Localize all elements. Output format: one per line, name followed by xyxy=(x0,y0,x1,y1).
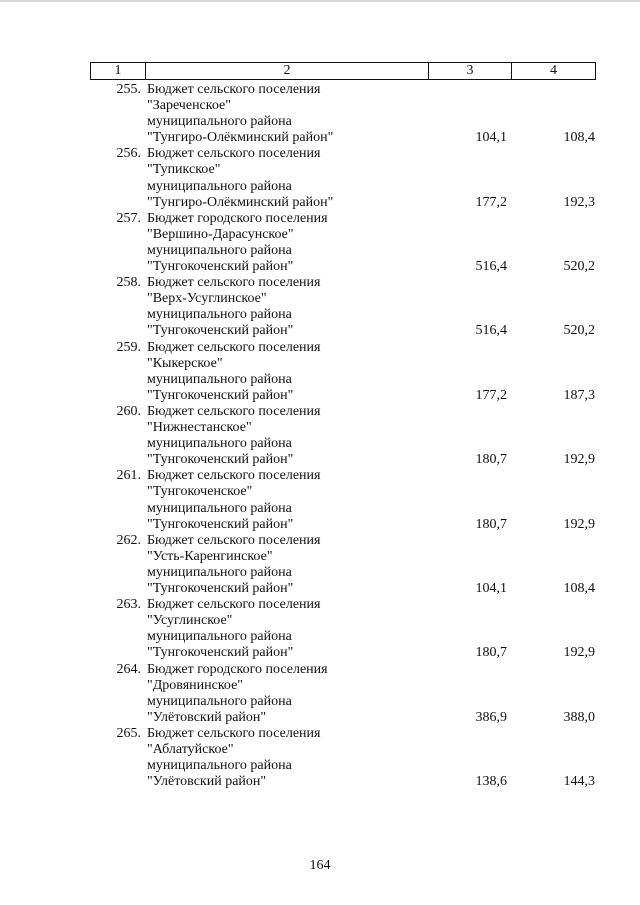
table-row xyxy=(90,211,595,275)
value-col-3: 180,7 xyxy=(475,452,507,468)
table-row xyxy=(90,533,595,597)
row-number: 259. xyxy=(116,339,141,355)
value-col-4: 388,0 xyxy=(563,709,595,725)
recipient-name: Бюджет сельского поселения "Аблатуйское" муниципального района "Улётовский район" xyxy=(147,725,321,790)
value-col-3: 177,2 xyxy=(475,194,507,210)
recipient-name: Бюджет сельского поселения "Тупикское" муниципального района "Тунгиро-Олёкминский район" xyxy=(147,146,334,210)
value-col-4: 187,3 xyxy=(563,387,595,403)
recipient-name: Бюджет сельского поселения "Зареченское" муниципального района "Тунгиро-Олёкминский район" xyxy=(147,82,334,146)
table-row xyxy=(90,146,595,210)
row-number: 263. xyxy=(116,597,141,613)
recipient-name: Бюджет городского поселения "Дровянинское" муниципального района "Улётовский район" xyxy=(147,661,328,725)
value-col-3: 104,1 xyxy=(475,130,507,146)
row-number: 262. xyxy=(116,532,141,548)
table-row xyxy=(90,82,595,146)
table-row xyxy=(90,468,595,532)
column-header-row xyxy=(91,63,596,80)
recipient-name: Бюджет сельского поселения "Верх-Усуглинское" муниципального района "Тунгокоченский район" xyxy=(147,275,321,339)
column-header-4: 4 xyxy=(512,63,596,80)
recipient-name: Бюджет сельского поселения "Усть-Каренгинское" муниципального района "Тунгокоченский район" xyxy=(147,532,321,597)
column-header-3: 3 xyxy=(429,63,512,80)
value-col-3: 104,1 xyxy=(475,581,507,597)
value-col-4: 108,4 xyxy=(563,581,595,597)
value-col-3: 386,9 xyxy=(475,709,507,725)
page-top-edge xyxy=(0,0,640,2)
row-number: 261. xyxy=(116,468,141,484)
value-col-3: 180,7 xyxy=(475,645,507,661)
table-row xyxy=(90,662,595,726)
table-row xyxy=(90,340,595,404)
value-col-3: 177,2 xyxy=(475,387,507,403)
row-number: 257. xyxy=(116,210,141,226)
recipient-name: Бюджет сельского поселения "Усуглинское" муниципального района "Тунгокоченский район" xyxy=(147,597,321,661)
table-row xyxy=(90,597,595,661)
value-col-4: 192,9 xyxy=(563,516,595,532)
column-header-1: 1 xyxy=(91,63,146,80)
table-row xyxy=(90,275,595,339)
recipient-name: Бюджет сельского поселения "Тунгокоченское" муниципального района "Тунгокоченский район" xyxy=(147,468,321,532)
row-number: 256. xyxy=(116,146,141,162)
row-number: 255. xyxy=(116,82,141,97)
value-col-3: 138,6 xyxy=(475,774,507,790)
row-number: 260. xyxy=(116,403,141,419)
value-col-4: 192,9 xyxy=(563,645,595,661)
value-col-4: 520,2 xyxy=(563,259,595,275)
page-number: 164 xyxy=(309,858,331,873)
value-col-3: 180,7 xyxy=(475,516,507,532)
value-col-4: 144,3 xyxy=(563,774,595,790)
row-number: 258. xyxy=(116,275,141,291)
recipient-name: Бюджет городского поселения "Вершино-Дарасунское" муниципального района "Тунгокоченский район" xyxy=(147,210,328,275)
value-col-4: 520,2 xyxy=(563,323,595,339)
row-number: 264. xyxy=(116,661,141,677)
row-number: 265. xyxy=(116,725,141,741)
value-col-4: 192,3 xyxy=(563,194,595,210)
recipient-name: Бюджет сельского поселения "Нижнестанское" муниципального района "Тунгокоченский район" xyxy=(147,403,321,468)
column-header-2: 2 xyxy=(146,63,429,80)
value-col-4: 108,4 xyxy=(563,130,595,146)
value-col-3: 516,4 xyxy=(475,323,507,339)
table-row xyxy=(90,404,595,468)
column-header-table xyxy=(90,62,596,80)
value-col-3: 516,4 xyxy=(475,259,507,275)
recipient-name: Бюджет сельского поселения "Кыкерское" муниципального района "Тунгокоченский район" xyxy=(147,339,321,403)
value-col-4: 192,9 xyxy=(563,452,595,468)
budget-rows xyxy=(90,82,595,790)
table-row xyxy=(90,726,595,790)
